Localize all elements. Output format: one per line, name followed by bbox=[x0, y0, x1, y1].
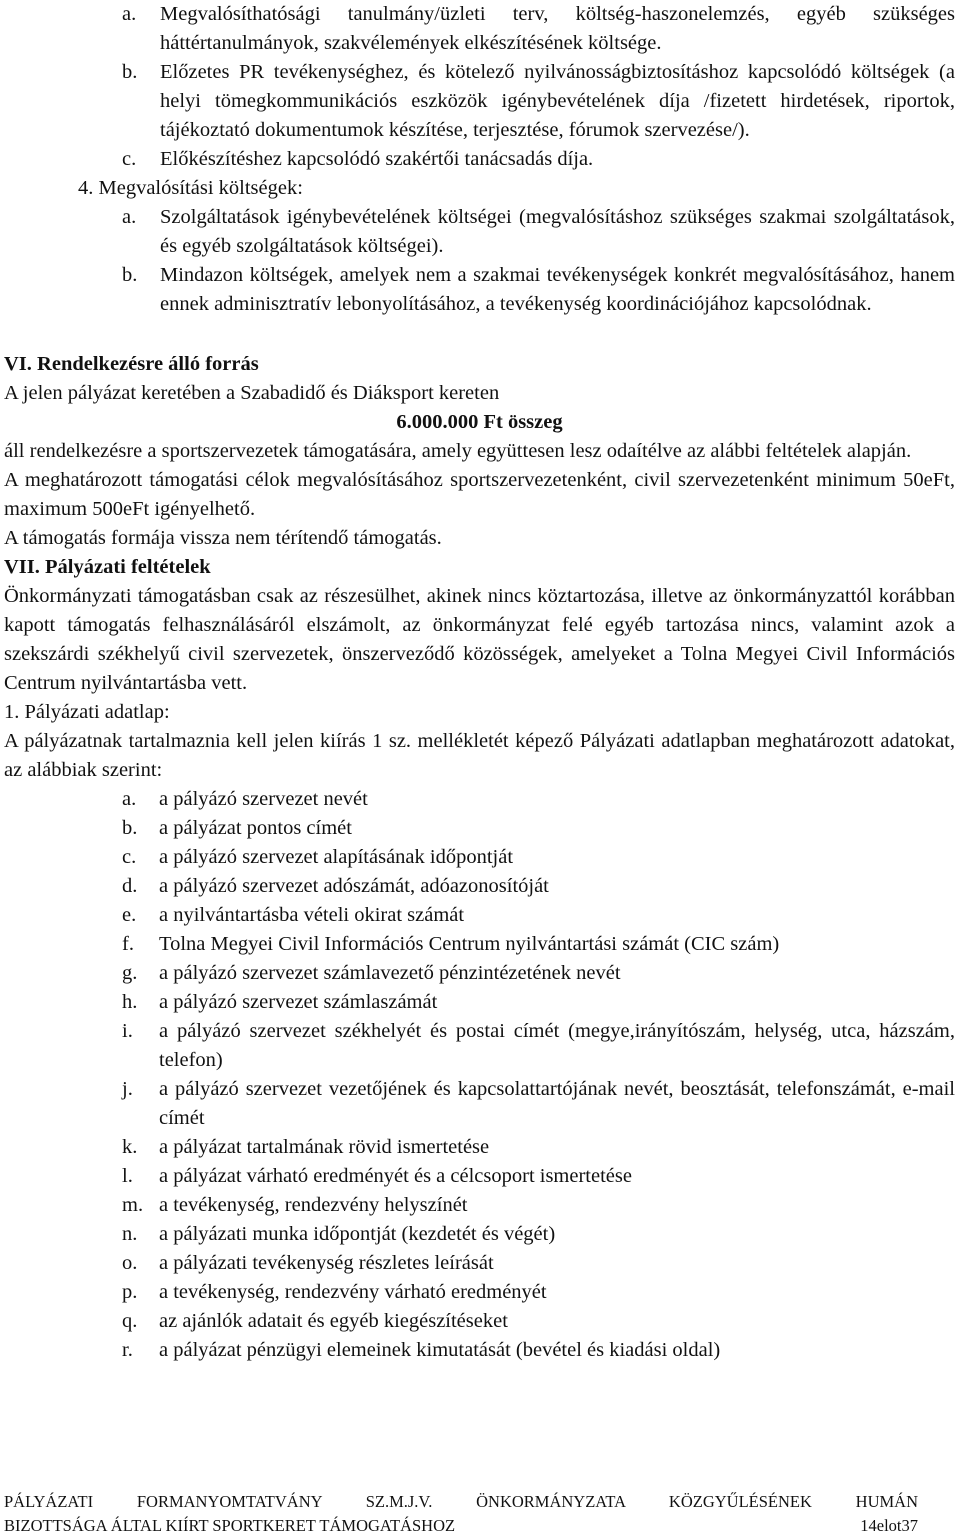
list-item bbox=[122, 930, 955, 959]
list-item bbox=[122, 1017, 955, 1075]
list-text: az ajánlók adatait és egyéb kiegészítéseket bbox=[159, 1310, 508, 1332]
section-number: VII. bbox=[4, 556, 40, 578]
list-marker: e. bbox=[122, 904, 137, 926]
list-text: Előkészítéshez kapcsolódó szakértői tanácsadás díja. bbox=[160, 148, 594, 170]
list-item bbox=[122, 1191, 955, 1220]
required-data-list bbox=[4, 785, 955, 1365]
list-item bbox=[122, 988, 955, 1017]
list-text: a pályázó szervezet székhelyét és postai címét (megye,irányítószám, helység, utca, házszám, telefon) bbox=[159, 1020, 955, 1071]
list-marker: f. bbox=[122, 933, 134, 955]
funding-paragraph: áll rendelkezésre a sportszervezetek támogatására, amely együttesen lesz odaítélve az alábbi feltételek alapján. bbox=[4, 440, 912, 462]
list-item bbox=[122, 785, 955, 814]
list-item bbox=[122, 959, 955, 988]
list-marker: c. bbox=[122, 846, 137, 868]
list-text: a pályázó szervezet alapításának időpontját bbox=[159, 846, 514, 868]
page-code: 14elot37 bbox=[860, 1516, 918, 1535]
list-text: a pályázat várható eredményét és a célcsoport ismertetése bbox=[159, 1165, 632, 1187]
application-form-paragraph: A pályázatnak tartalmaznia kell jelen kiírás 1 sz. mellékletét képező Pályázati adatlapban meghatározott adatokat, az alábbiak szerint: bbox=[4, 730, 955, 781]
list-marker: j. bbox=[122, 1078, 133, 1100]
spacer bbox=[4, 319, 955, 350]
list-text: a pályázat pontos címét bbox=[159, 817, 352, 839]
list-marker: a. bbox=[122, 788, 137, 810]
list-text: Mindazon költségek, amelyek nem a szakmai tevékenységek konkrét megvalósításához, hanem ennek adminisztratív lebonyolításához, a tevékenység koordinációjához kapcsolódnak. bbox=[160, 264, 955, 315]
list-marker: b. bbox=[122, 61, 138, 83]
list-item bbox=[122, 1162, 955, 1191]
list-marker: h. bbox=[122, 991, 138, 1013]
list-marker: b. bbox=[122, 817, 138, 839]
funding-limits-paragraph: A meghatározott támogatási célok megvalósításához sportszervezetenként, civil szervezetenként minimum 50eFt, maximum 500eFt igényelhető. bbox=[4, 469, 955, 520]
cost-item-c bbox=[4, 145, 955, 174]
list-text: a pályázat pénzügyi elemeinek kimutatását (bevétel és kiadási oldal) bbox=[159, 1339, 721, 1361]
list-text: a nyilvántartásba vételi okirat számát bbox=[159, 904, 465, 926]
list-marker: n. bbox=[122, 1223, 138, 1245]
section-title: Rendelkezésre álló forrás bbox=[37, 353, 259, 375]
list-item bbox=[122, 872, 955, 901]
list-marker: i. bbox=[122, 1020, 133, 1042]
section-6-heading bbox=[4, 350, 955, 379]
funding-form-paragraph: A támogatás formája vissza nem térítendő támogatás. bbox=[4, 527, 442, 549]
implementation-cost-a bbox=[4, 203, 955, 261]
list-item bbox=[122, 1278, 955, 1307]
list-marker: r. bbox=[122, 1339, 133, 1361]
list-text: Előzetes PR tevékenységhez, és kötelező nyilvánosságbiztosításhoz kapcsolódó költségek (a helyi tömegkommunikációs eszközök igénybevételének díja /fizetett hirdetések, riportok, tájékoztató dokumentumok készítése, terjesztése, fórumok szervezése/). bbox=[160, 61, 955, 141]
list-text: a pályázati tevékenység részletes leírását bbox=[159, 1252, 494, 1274]
list-marker: g. bbox=[122, 962, 138, 984]
cost-item-b bbox=[4, 58, 955, 145]
list-text: a pályázó szervezet vezetőjének és kapcsolattartójának nevét, beosztását, telefonszámát, e-mail címét bbox=[159, 1078, 955, 1129]
list-text: a tevékenység, rendezvény helyszínét bbox=[159, 1194, 468, 1216]
section-number: VI. bbox=[4, 353, 32, 375]
list-marker: q. bbox=[122, 1310, 138, 1332]
footer-line-1: PÁLYÁZATI FORMANYOMTATVÁNY SZ.M.J.V. ÖNKORMÁNYZATA KÖZGYŰLÉSÉNEK HUMÁN bbox=[4, 1492, 918, 1511]
document-body bbox=[4, 0, 955, 1365]
footer-line-2-text: BIZOTTSÁGA ÁLTAL KIÍRT SPORTKERET TÁMOGATÁSHOZ bbox=[4, 1516, 456, 1535]
list-marker: a. bbox=[122, 206, 137, 228]
list-item bbox=[122, 1249, 955, 1278]
list-item bbox=[122, 1307, 955, 1336]
list-text: a pályázó szervezet számlavezető pénzintézetének nevét bbox=[159, 962, 621, 984]
list-text: Megvalósíthatósági tanulmány/üzleti terv, költség-haszonelemzés, egyéb szükséges háttértanulmányok, szakvélemények elkészítésének költsége. bbox=[160, 3, 955, 54]
list-item bbox=[122, 1336, 955, 1365]
list-text: a pályázó szervezet számlaszámát bbox=[159, 991, 438, 1013]
funding-amount: 6.000.000 Ft összeg bbox=[396, 411, 563, 433]
list-marker: b. bbox=[122, 264, 138, 286]
list-marker: a. bbox=[122, 3, 137, 25]
list-item bbox=[122, 1075, 955, 1133]
funding-intro: A jelen pályázat keretében a Szabadidő és Diáksport kereten bbox=[4, 382, 500, 404]
list-item bbox=[122, 814, 955, 843]
eligibility-paragraph: Önkormányzati támogatásban csak az részesülhet, akinek nincs köztartozása, illetve az önkormányzattól korábban kapott támogatás felhasználásáról elszámolt, az önkormányzat felé egyéb tartozása nincs, valamint azok a szekszárdi székhelyű civil szervezetek, önszerveződő közösségek, amelyeket a Tolna Megyei Civil Információs Centrum nyilvántartásba vett. bbox=[4, 585, 955, 694]
page-footer bbox=[4, 1490, 918, 1538]
section-7-heading bbox=[4, 553, 955, 582]
list-item bbox=[122, 901, 955, 930]
list-marker: k. bbox=[122, 1136, 138, 1158]
list-text: a tevékenység, rendezvény várható eredményét bbox=[159, 1281, 547, 1303]
cost-item-a bbox=[4, 0, 955, 58]
list-marker: l. bbox=[122, 1165, 133, 1187]
list-text: a pályázati munka időpontját (kezdetét és végét) bbox=[159, 1223, 556, 1245]
section-title: Pályázati feltételek bbox=[45, 556, 211, 578]
footer-line-2 bbox=[4, 1514, 918, 1538]
list-text: a pályázat tartalmának rövid ismertetése bbox=[159, 1136, 490, 1158]
list-text: Tolna Megyei Civil Információs Centrum nyilvántartási számát (CIC szám) bbox=[159, 933, 780, 955]
application-form-heading: 1. Pályázati adatlap: bbox=[4, 701, 170, 723]
section-4-heading: 4. Megvalósítási költségek: bbox=[78, 177, 303, 199]
list-marker: p. bbox=[122, 1281, 138, 1303]
list-marker: o. bbox=[122, 1252, 138, 1274]
list-marker: d. bbox=[122, 875, 138, 897]
list-item bbox=[122, 843, 955, 872]
list-item bbox=[122, 1133, 955, 1162]
list-marker: m. bbox=[122, 1194, 144, 1216]
list-text: a pályázó szervezet nevét bbox=[159, 788, 368, 810]
list-text: a pályázó szervezet adószámát, adóazonosítóját bbox=[159, 875, 549, 897]
list-item bbox=[122, 1220, 955, 1249]
list-marker: c. bbox=[122, 148, 137, 170]
implementation-cost-b bbox=[4, 261, 955, 319]
list-text: Szolgáltatások igénybevételének költségei (megvalósításhoz szükséges szakmai szolgáltatások, és egyéb szolgáltatások költségei). bbox=[160, 206, 955, 257]
